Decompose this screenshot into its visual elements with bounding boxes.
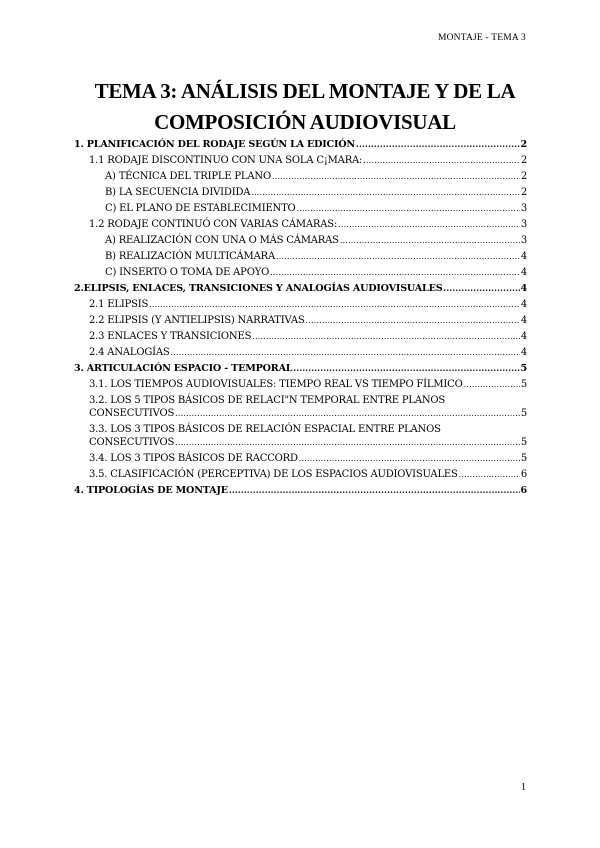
toc-page-number: 2 — [520, 171, 527, 182]
dot-leader — [229, 484, 520, 497]
toc-page-number: 2 — [520, 155, 527, 166]
dot-leader — [338, 218, 520, 231]
toc-entry-2-2[interactable]: 2.2 ELIPSIS (Y ANTIELIPSIS) NARRATIVAS ..... 4 — [74, 314, 527, 327]
dot-leader — [272, 170, 520, 183]
toc-entry-1-1-b[interactable]: B) LA SECUENCIA DIVIDIDA ..... 2 — [74, 186, 527, 199]
toc-entry-2-4[interactable]: 2.4 ANALOGÍAS ..... 4 — [74, 346, 527, 359]
toc-entry-2[interactable]: 2.ELIPSIS, ENLACES, TRANSICIONES Y ANALOGÍAS AUDIOVISUALES ..... 4 — [74, 282, 527, 295]
document-title-line-2: COMPOSICIÓN AUDIOVISUAL — [154, 110, 456, 134]
toc-page-number: 2 — [520, 187, 527, 198]
dot-leader — [149, 298, 520, 311]
running-header: MONTAJE - TEMA 3 — [437, 33, 526, 43]
toc-page-number: 5 — [520, 363, 527, 374]
toc-entry-1-2-a[interactable]: A) REALIZACIÓN CON UNA O MÁS CÁMARAS ..... 3 — [74, 234, 527, 247]
toc-page-number: 3 — [520, 235, 527, 246]
toc-page-number: 3 — [520, 203, 527, 214]
toc-page-number: 4 — [520, 251, 527, 262]
dot-leader — [293, 362, 519, 375]
dot-leader — [363, 154, 520, 167]
dot-leader — [251, 186, 520, 199]
dot-leader — [299, 452, 520, 465]
toc-entry-2-1[interactable]: 2.1 ELIPSIS ..... 4 — [74, 298, 527, 311]
document-title-line-1: TEMA 3: ANÁLISIS DEL MONTAJE Y DE LA — [94, 79, 516, 103]
toc-page-number: 5 — [520, 408, 527, 419]
toc-entry-4[interactable]: 4. TIPOLOGÍAS DE MONTAJE ..... 6 — [74, 484, 527, 497]
toc-page-number: 4 — [520, 283, 527, 294]
toc-page-number: 4 — [520, 267, 527, 278]
dot-leader — [297, 202, 520, 215]
dot-leader — [171, 346, 520, 359]
toc-entry-3[interactable]: 3. ARTICULACIÓN ESPACIO - TEMPORAL ..... 5 — [74, 362, 527, 375]
toc-page-number: 4 — [520, 315, 527, 326]
toc-page-number: 2 — [520, 139, 527, 150]
toc-entry-1-1-a[interactable]: A) TÉCNICA DEL TRIPLE PLANO ..... 2 — [74, 170, 527, 183]
toc-page-number: 3 — [520, 219, 527, 230]
toc-entry-3-5[interactable]: 3.5. CLASIFICACIÓN (PERCEPTIVA) DE LOS ESPACIOS AUDIOVISUALES ..... 6 — [74, 468, 527, 481]
dot-leader — [270, 266, 520, 279]
toc-page-number: 5 — [520, 379, 527, 390]
toc-entry-1-1[interactable]: 1.1 RODAJE DISCONTINUO CON UNA SOLA C¡MARA: ..... 2 — [74, 154, 527, 167]
table-of-contents — [74, 138, 527, 500]
toc-entry-1-2-b[interactable]: B) REALIZACIÓN MULTICÁMARA ..... 4 — [74, 250, 527, 263]
page-number: 1 — [521, 782, 526, 793]
toc-entry-1-2-c[interactable]: C) INSERTO O TOMA DE APOYO ..... 4 — [74, 266, 527, 279]
toc-entry-2-3[interactable]: 2.3 ENLACES Y TRANSICIONES ..... 4 — [74, 330, 527, 343]
toc-entry-1-1-c[interactable]: C) EL PLANO DE ESTABLECIMIENTO ..... 3 — [74, 202, 527, 215]
toc-page-number: 4 — [520, 299, 527, 310]
dot-leader — [306, 314, 520, 327]
dot-leader — [443, 282, 519, 295]
document-title — [60, 76, 550, 138]
toc-page-number: 5 — [520, 453, 527, 464]
dot-leader — [356, 138, 520, 151]
dot-leader — [459, 468, 520, 481]
toc-entry-1-2[interactable]: 1.2 RODAJE CONTINUÓ CON VARIAS CÁMARAS: ..... 3 — [74, 218, 527, 231]
dot-leader — [276, 250, 520, 263]
dot-leader — [175, 407, 520, 420]
toc-entry-3-1[interactable]: 3.1. LOS TIEMPOS AUDIOVISUALES: TIEMPO REAL VS TIEMPO FÍLMICO ..... 5 — [74, 378, 527, 391]
toc-page-number: 6 — [520, 469, 527, 480]
toc-page-number: 4 — [520, 331, 527, 342]
dot-leader — [464, 378, 520, 391]
dot-leader — [340, 234, 520, 247]
toc-page-number: 4 — [520, 347, 527, 358]
toc-page-number: 5 — [520, 437, 527, 448]
toc-entry-3-3[interactable]: 3.3. LOS 3 TIPOS BÁSICOS DE RELACIÓN ESPACIAL ENTRE PLANOS CONSECUTIVOS ..... 5 — [74, 423, 527, 449]
toc-entry-3-4[interactable]: 3.4. LOS 3 TIPOS BÁSICOS DE RACCORD ..... 5 — [74, 452, 527, 465]
dot-leader — [175, 436, 520, 449]
toc-entry-3-2[interactable]: 3.2. LOS 5 TIPOS BÁSICOS DE RELACI"N TEMPORAL ENTRE PLANOS CONSECUTIVOS ..... 5 — [74, 394, 527, 420]
dot-leader — [252, 330, 520, 343]
toc-entry-1[interactable]: 1. PLANIFICACIÓN DEL RODAJE SEGÚN LA EDICIÓN ..... 2 — [74, 138, 527, 151]
toc-page-number: 6 — [520, 485, 527, 496]
